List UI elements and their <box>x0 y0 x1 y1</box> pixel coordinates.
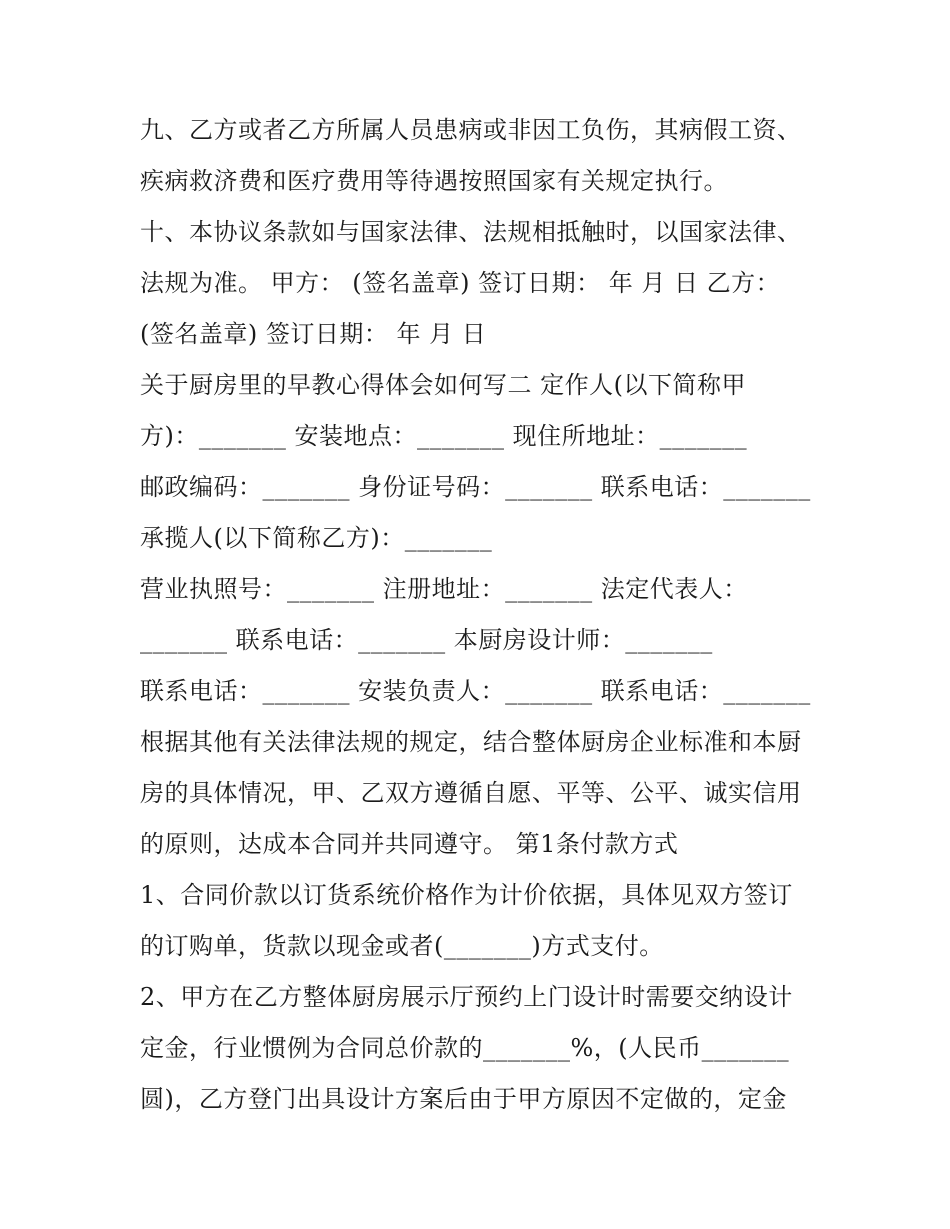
text-line: 法规为准。 甲方： (签名盖章) 签订日期： 年 月 日 乙方： <box>140 269 781 297</box>
text-line: 邮政编码：_______ 身份证号码：_______ 联系电话：_______ <box>140 473 811 501</box>
text-line: 1、合同价款以订货系统价格作为计价依据，具体见双方签订 <box>140 881 793 909</box>
text-line: 2、甲方在乙方整体厨房展示厅预约上门设计时需要交纳设计 <box>140 983 793 1011</box>
text-line: 的订购单，货款以现金或者(_______)方式支付。 <box>140 932 664 960</box>
text-line: (签名盖章) 签订日期： 年 月 日 <box>140 320 487 348</box>
text-line: 房的具体情况，甲、乙双方遵循自愿、平等、公平、诚实信用 <box>140 779 802 807</box>
text-line: 根据其他有关法律法规的规定，结合整体厨房企业标准和本厨 <box>140 728 802 756</box>
text-line: 九、乙方或者乙方所属人员患病或非因工负伤，其病假工资、 <box>140 116 802 144</box>
text-line: _______ 联系电话：_______ 本厨房设计师：_______ <box>140 626 713 654</box>
contract-body-text <box>140 105 820 1125</box>
text-line: 联系电话：_______ 安装负责人：_______ 联系电话：_______ <box>140 677 811 705</box>
text-line: 营业执照号：_______ 注册地址：_______ 法定代表人： <box>140 575 748 603</box>
text-line: 圆)，乙方登门出具设计方案后由于甲方原因不定做的，定金 <box>140 1085 787 1113</box>
text-line: 定金，行业惯例为合同总价款的_______%，(人民币_______ <box>140 1034 790 1062</box>
text-line: 方)：_______ 安装地点：_______ 现住所地址：_______ <box>140 422 748 450</box>
text-line: 十、本协议条款如与国家法律、法规相抵触时，以国家法律、 <box>140 218 802 246</box>
text-line: 关于厨房里的早教心得体会如何写二 定作人(以下简称甲 <box>140 371 746 399</box>
text-line: 承揽人(以下简称乙方)：_______ <box>140 524 493 552</box>
text-line: 疾病救济费和医疗费用等待遇按照国家有关规定执行。 <box>140 167 728 195</box>
text-line: 的原则，达成本合同并共同遵守。 第1条付款方式 <box>140 830 679 858</box>
